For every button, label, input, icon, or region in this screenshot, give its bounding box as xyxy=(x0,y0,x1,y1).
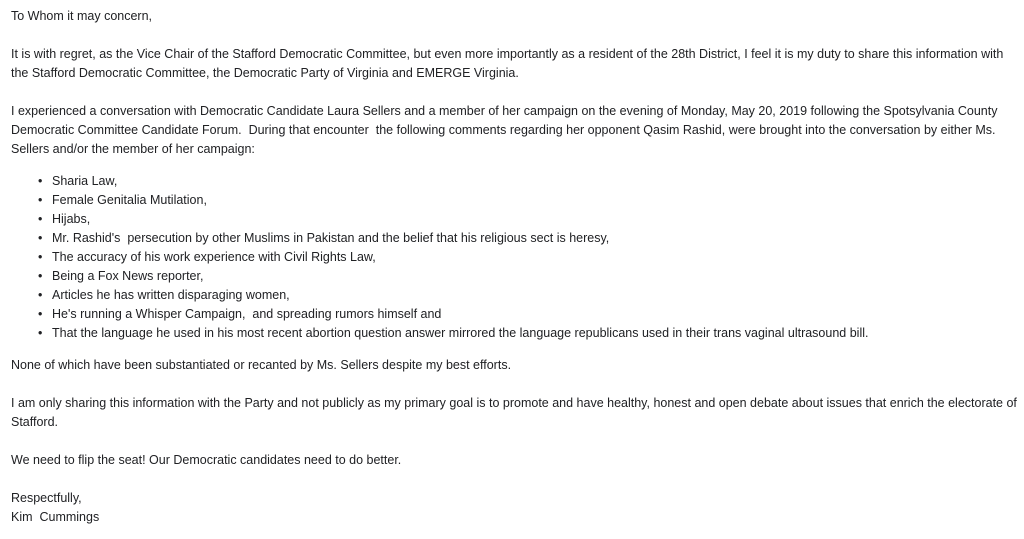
bullet-icon: • xyxy=(38,326,43,340)
list-item xyxy=(38,229,1017,248)
list-item xyxy=(38,172,1017,191)
list-item-text: Sharia Law, xyxy=(52,174,118,188)
spacer xyxy=(11,83,1017,102)
bullet-icon: • xyxy=(38,269,43,283)
paragraph-purpose: I am only sharing this information with the Party and not publicly as my primary goal is to promote and have healthy, honest and open debate about issues that enrich the electorate of Stafford. xyxy=(11,396,1021,429)
list-item-text: Being a Fox News reporter, xyxy=(52,269,204,283)
spacer xyxy=(11,26,1017,45)
paragraph-conversation: I experienced a conversation with Democratic Candidate Laura Sellers and a member of her campaign on the evening of Monday, May 20, 2019 following the Spotsylvania County Democratic Committee Candidate Forum. During that encounter the following comments regarding her opponent Qasim Rashid, were brought into the conversation by either Ms. Sellers and/or the member of her campaign: xyxy=(11,104,1001,156)
comments-list xyxy=(11,172,1017,343)
spacer xyxy=(11,375,1017,394)
list-item xyxy=(38,305,1017,324)
paragraph-call-to-action: We need to flip the seat! Our Democratic candidates need to do better. xyxy=(11,453,402,467)
salutation: To Whom it may concern, xyxy=(11,9,153,23)
list-item-text: Female Genitalia Mutilation, xyxy=(52,193,207,207)
spacer xyxy=(11,432,1017,451)
spacer xyxy=(11,470,1017,489)
paragraph-unsubstantiated: None of which have been substantiated or recanted by Ms. Sellers despite my best efforts. xyxy=(11,358,512,372)
bullet-icon: • xyxy=(38,307,43,321)
list-item-text: That the language he used in his most recent abortion question answer mirrored the language republicans used in their trans vaginal ultrasound bill. xyxy=(52,326,869,340)
signature: Kim Cummings xyxy=(11,510,100,524)
letter-body xyxy=(11,7,1021,527)
list-item xyxy=(38,191,1017,210)
list-item xyxy=(38,248,1017,267)
bullet-icon: • xyxy=(38,174,43,188)
spacer xyxy=(11,159,1017,172)
list-item xyxy=(38,286,1017,305)
list-item-text: Articles he has written disparaging women, xyxy=(52,288,290,302)
closing: Respectfully, xyxy=(11,491,82,505)
bullet-icon: • xyxy=(38,193,43,207)
list-item xyxy=(38,210,1017,229)
list-item-text: The accuracy of his work experience with Civil Rights Law, xyxy=(52,250,376,264)
list-item xyxy=(38,267,1017,286)
paragraph-intro: It is with regret, as the Vice Chair of the Stafford Democratic Committee, but even more importantly as a resident of the 28th District, I feel it is my duty to share this information with the Stafford Democratic Committee, the Democratic Party of Virginia and EMERGE Virginia. xyxy=(11,47,1007,80)
bullet-icon: • xyxy=(38,212,43,226)
bullet-icon: • xyxy=(38,231,43,245)
list-item-text: Mr. Rashid's persecution by other Muslims in Pakistan and the belief that his religious sect is heresy, xyxy=(52,231,610,245)
bullet-icon: • xyxy=(38,250,43,264)
list-item-text: Hijabs, xyxy=(52,212,91,226)
list-item xyxy=(38,324,1017,343)
list-item-text: He's running a Whisper Campaign, and spreading rumors himself and xyxy=(52,307,442,321)
spacer xyxy=(11,343,1017,356)
bullet-icon: • xyxy=(38,288,43,302)
